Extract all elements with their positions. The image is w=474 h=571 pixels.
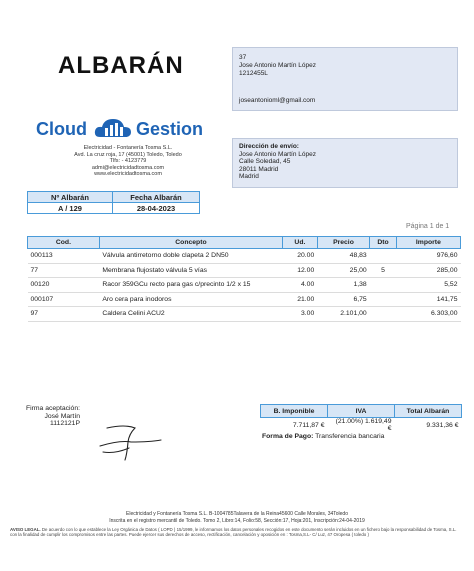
albaran-number-table [27,191,200,214]
cell-dto: 5 [370,263,397,278]
company-address: Avd. La cruz roja, 17 (45001) Toledo, Toledo [74,151,182,158]
company-logo [36,117,216,143]
shipping-label: Dirección de envío: [239,143,299,150]
page-indicator: Página 1 de 1 [406,223,450,230]
legal-title: AVISO LEGAL. [10,527,41,532]
company-name: Electricidad - Fontanería Tosma S.L. [83,145,173,151]
table-row [28,249,461,264]
items-table [27,236,461,322]
payment-value: Transferencia bancaria [315,433,385,440]
cell-dto [370,278,397,293]
shipping-postal: 28011 Madrid [239,165,279,173]
cell-ud: 21.00 [283,292,318,307]
legal-notice [10,527,464,538]
shipping-box [232,138,458,188]
shipping-name: Jose Antonio Martín López [239,150,316,158]
footer-registry: Inscrita en el registro mercantil de Toledo. Tomo 2, Libro:14, Folio:58, Sección:17, Hoja:201, Inscripción:24-04-2019 [109,518,365,524]
table-row [28,278,461,293]
legal-text: De acuerdo con lo que establece la Ley Orgánica de Datos ( LOPD ) 15/1999, le informamos los datos personales recogidos en este documento serán incluidos en un fichero bajo la responsabilidad de Tosma, S.L. con la finalidad de cumplir los compromisos entre las partes. Puede ejercer sus derechos de acceso, rectificación, cancelación y oposición en : Tosma,S.L- C/ Luz, 47 Oropesa ( toledo ) [10,527,457,538]
cell-cod: 000107 [28,292,100,307]
cell-ud: 20.00 [283,249,318,264]
albaran-date-header: Fecha Albarán [113,192,200,203]
iva-value: (21.00%) 1.619,49 € [335,418,392,432]
client-number: 37 [239,54,247,61]
shipping-city: Madrid [239,173,259,180]
cell-ud: 12.00 [283,263,318,278]
total-value: 9.331,36 € [426,421,459,429]
cell-precio: 48,83 [317,249,369,264]
cell-cod: 77 [28,263,100,278]
cell-importe: 6.303,00 [396,307,460,322]
albaran-date: 28-04-2023 [113,203,200,214]
cell-precio: 2.101,00 [317,307,369,322]
table-row [28,263,461,278]
cell-concepto: Válvula antirretorno doble clapeta 2 DN50 [99,249,282,264]
firma-id: 1112121P [50,420,80,427]
cell-importe: 5,52 [396,278,460,293]
col-concepto: Concepto [99,237,282,249]
cell-precio: 6,75 [317,292,369,307]
cell-concepto: Caldera Celini ACU2 [99,307,282,322]
cloud-logo-icon [94,117,132,139]
base-header: B. Imponible [261,405,328,418]
cell-importe: 976,60 [396,249,460,264]
cell-concepto: Racor 359GCu recto para gas c/precinto 1/2 x 15 [99,278,282,293]
cell-concepto: Aro cera para inodoros [99,292,282,307]
cell-concepto: Membrana flujostato válvula 5 vías [99,263,282,278]
cell-importe: 141,75 [396,292,460,307]
cell-importe: 285,00 [396,263,460,278]
company-email: admi@electricidadtosma.com [91,164,165,171]
totals-table [260,404,462,432]
cell-precio: 25,00 [317,263,369,278]
client-name: Jose Antonio Martín López [239,62,316,69]
cell-precio: 1,38 [317,278,369,293]
col-cod: Cod. [28,237,100,249]
footer-company [20,511,454,525]
document-title: ALBARÁN [58,52,184,79]
table-row [28,292,461,307]
cell-dto [370,292,397,307]
albaran-number: A / 129 [28,203,113,214]
shipping-street: Calle Soledad, 45 [239,158,291,165]
base-value: 7.711,87 € [292,421,325,429]
company-phone: Tlfs: - 4123779 [109,158,147,165]
logo-text-cloud: Cloud [36,119,87,139]
client-email: joseantonioml@gmail.com [239,97,316,104]
cell-ud: 3.00 [283,307,318,322]
company-web: www.electricidadtosma.com [94,171,162,178]
cell-dto [370,307,397,322]
logo-text-gestion: Gestion [136,119,204,139]
footer-address: Electricidad y Fontanería Tosma S.L. B-1004785Talavera de la Reina45600 Calle Morales, 34Toledo [126,511,348,517]
table-row [28,307,461,322]
cell-dto [370,249,397,264]
iva-header: IVA [328,405,395,418]
total-header: Total Albarán [395,405,462,418]
cell-ud: 4.00 [283,278,318,293]
company-info [30,145,226,178]
cell-cod: 000113 [28,249,100,264]
firma-label: Firma aceptación: [25,405,80,412]
col-precio: Precio [317,237,369,249]
acceptance-signature-block [20,405,80,428]
col-ud: Ud. [283,237,318,249]
cell-cod: 97 [28,307,100,322]
payment-method [262,433,384,440]
albaran-number-header: Nº Albarán [28,192,113,203]
col-dto: Dto [370,237,397,249]
col-importe: Importe [396,237,460,249]
firma-name: José Martín [44,412,80,420]
handwritten-signature [95,420,170,465]
client-nif: 1212455L [239,70,268,77]
payment-label: Forma de Pago: [262,433,314,440]
cell-cod: 00120 [28,278,100,293]
client-box [232,47,458,111]
